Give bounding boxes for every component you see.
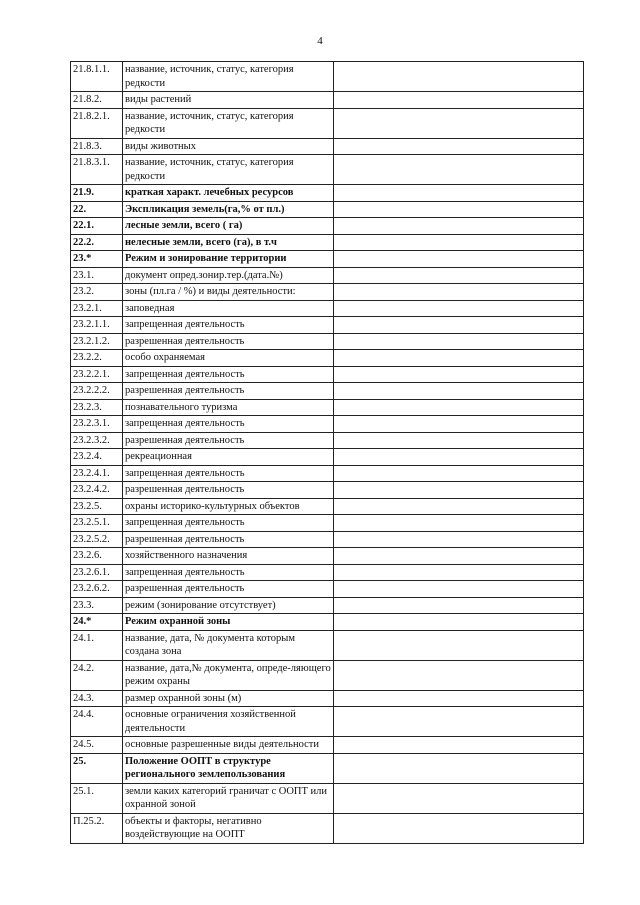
item-value-cell[interactable] — [334, 155, 584, 185]
item-value-cell[interactable] — [334, 465, 584, 482]
item-label-cell: название, источник, статус, категория редкости — [123, 155, 334, 185]
table-row — [71, 218, 584, 235]
item-label-cell: основные ограничения хозяйственной деятельности — [123, 707, 334, 737]
item-label-cell: заповедная — [123, 300, 334, 317]
item-label-cell: основные разрешенные виды деятельности — [123, 737, 334, 754]
item-value-cell[interactable] — [334, 581, 584, 598]
item-label-cell: разрешенная деятельность — [123, 531, 334, 548]
item-value-cell[interactable] — [334, 92, 584, 109]
item-number-cell: 23.2.3.1. — [71, 416, 123, 433]
table-row — [71, 597, 584, 614]
item-label-cell: разрешенная деятельность — [123, 581, 334, 598]
item-value-cell[interactable] — [334, 707, 584, 737]
table-row — [71, 465, 584, 482]
item-value-cell[interactable] — [334, 201, 584, 218]
item-number-cell: 23.2.2. — [71, 350, 123, 367]
item-number-cell: 23.2.1.1. — [71, 317, 123, 334]
table-row — [71, 498, 584, 515]
item-value-cell[interactable] — [334, 333, 584, 350]
item-label-cell: Экспликация земель(га,% от пл.) — [123, 201, 334, 218]
item-label-cell: запрещенная деятельность — [123, 366, 334, 383]
item-number-cell: 23.2.3. — [71, 399, 123, 416]
item-label-cell: режим (зонирование отсутствует) — [123, 597, 334, 614]
item-number-cell: 23.* — [71, 251, 123, 268]
item-label-cell: охраны историко-культурных объектов — [123, 498, 334, 515]
item-value-cell[interactable] — [334, 383, 584, 400]
item-label-cell: название, источник, статус, категория редкости — [123, 62, 334, 92]
item-value-cell[interactable] — [334, 564, 584, 581]
item-number-cell: 23.2.4. — [71, 449, 123, 466]
item-number-cell: 23.2.5. — [71, 498, 123, 515]
item-value-cell[interactable] — [334, 62, 584, 92]
item-label-cell: виды растений — [123, 92, 334, 109]
item-number-cell: 24.5. — [71, 737, 123, 754]
item-label-cell: запрещенная деятельность — [123, 515, 334, 532]
item-label-cell: запрещенная деятельность — [123, 564, 334, 581]
item-number-cell: П.25.2. — [71, 813, 123, 843]
table-row — [71, 432, 584, 449]
item-number-cell: 23.2.1.2. — [71, 333, 123, 350]
item-label-cell: разрешенная деятельность — [123, 383, 334, 400]
table-row — [71, 267, 584, 284]
item-value-cell[interactable] — [334, 432, 584, 449]
item-number-cell: 24.2. — [71, 660, 123, 690]
table-row — [71, 690, 584, 707]
table-row — [71, 366, 584, 383]
table-row — [71, 515, 584, 532]
item-number-cell: 25.1. — [71, 783, 123, 813]
item-label-cell: запрещенная деятельность — [123, 465, 334, 482]
item-number-cell: 24.3. — [71, 690, 123, 707]
item-label-cell: разрешенная деятельность — [123, 333, 334, 350]
item-number-cell: 22. — [71, 201, 123, 218]
table-row — [71, 783, 584, 813]
item-value-cell[interactable] — [334, 234, 584, 251]
item-value-cell[interactable] — [334, 185, 584, 202]
item-value-cell[interactable] — [334, 660, 584, 690]
item-number-cell: 23.2.6.1. — [71, 564, 123, 581]
item-label-cell: объекты и факторы, негативно воздействующие на ООПТ — [123, 813, 334, 843]
item-number-cell: 21.8.3.1. — [71, 155, 123, 185]
item-value-cell[interactable] — [334, 548, 584, 565]
item-value-cell[interactable] — [334, 630, 584, 660]
table-row — [71, 660, 584, 690]
item-value-cell[interactable] — [334, 498, 584, 515]
table-row — [71, 813, 584, 843]
table-row — [71, 737, 584, 754]
item-label-cell: Положение ООПТ в структуре регионального землепользования — [123, 753, 334, 783]
table-row — [71, 449, 584, 466]
table-row — [71, 707, 584, 737]
item-number-cell: 23.1. — [71, 267, 123, 284]
item-value-cell[interactable] — [334, 317, 584, 334]
table-row — [71, 185, 584, 202]
item-number-cell: 23.2.4.2. — [71, 482, 123, 499]
item-number-cell: 23.3. — [71, 597, 123, 614]
item-value-cell[interactable] — [334, 108, 584, 138]
item-value-cell[interactable] — [334, 690, 584, 707]
item-value-cell[interactable] — [334, 218, 584, 235]
item-value-cell[interactable] — [334, 300, 584, 317]
item-number-cell: 22.1. — [71, 218, 123, 235]
item-number-cell: 24.* — [71, 614, 123, 631]
item-value-cell[interactable] — [334, 531, 584, 548]
table-row — [71, 333, 584, 350]
table-row — [71, 155, 584, 185]
item-number-cell: 23.2.5.1. — [71, 515, 123, 532]
table-row — [71, 92, 584, 109]
item-number-cell: 23.2.3.2. — [71, 432, 123, 449]
table-row — [71, 753, 584, 783]
item-value-cell[interactable] — [334, 350, 584, 367]
item-number-cell: 21.8.2.1. — [71, 108, 123, 138]
item-value-cell[interactable] — [334, 813, 584, 843]
item-label-cell: хозяйственного назначения — [123, 548, 334, 565]
table-row — [71, 614, 584, 631]
table-row — [71, 581, 584, 598]
item-number-cell: 23.2.2.2. — [71, 383, 123, 400]
item-label-cell: рекреационная — [123, 449, 334, 466]
item-value-cell[interactable] — [334, 597, 584, 614]
item-number-cell: 23.2.1. — [71, 300, 123, 317]
item-value-cell[interactable] — [334, 449, 584, 466]
item-label-cell: лесные земли, всего ( га) — [123, 218, 334, 235]
item-number-cell: 24.1. — [71, 630, 123, 660]
item-number-cell: 21.8.3. — [71, 138, 123, 155]
item-value-cell[interactable] — [334, 416, 584, 433]
item-number-cell: 25. — [71, 753, 123, 783]
item-number-cell: 21.8.1.1. — [71, 62, 123, 92]
item-number-cell: 23.2.2.1. — [71, 366, 123, 383]
table-row — [71, 201, 584, 218]
table-row — [71, 383, 584, 400]
item-label-cell: зоны (пл.га / %) и виды деятельности: — [123, 284, 334, 301]
item-number-cell: 21.8.2. — [71, 92, 123, 109]
item-label-cell: размер охранной зоны (м) — [123, 690, 334, 707]
item-label-cell: Режим охранной зоны — [123, 614, 334, 631]
item-number-cell: 22.2. — [71, 234, 123, 251]
table-row — [71, 482, 584, 499]
item-label-cell: особо охраняемая — [123, 350, 334, 367]
table-row — [71, 251, 584, 268]
item-value-cell[interactable] — [334, 267, 584, 284]
item-value-cell[interactable] — [334, 399, 584, 416]
item-number-cell: 21.9. — [71, 185, 123, 202]
table-row — [71, 399, 584, 416]
item-label-cell: познавательного туризма — [123, 399, 334, 416]
table-row — [71, 531, 584, 548]
item-value-cell[interactable] — [334, 138, 584, 155]
item-label-cell: название, дата, № документа которым создана зона — [123, 630, 334, 660]
table-row — [71, 284, 584, 301]
item-number-cell: 23.2.6.2. — [71, 581, 123, 598]
item-label-cell: название, дата,№ документа, опреде-ляющего режим охраны — [123, 660, 334, 690]
item-number-cell: 23.2.6. — [71, 548, 123, 565]
table-row — [71, 317, 584, 334]
item-value-cell[interactable] — [334, 783, 584, 813]
item-label-cell: запрещенная деятельность — [123, 416, 334, 433]
item-label-cell: земли каких категорий граничат с ООПТ или охранной зоной — [123, 783, 334, 813]
item-number-cell: 23.2.4.1. — [71, 465, 123, 482]
item-label-cell: документ опред.зонир.тер.(дата.№) — [123, 267, 334, 284]
item-number-cell: 23.2. — [71, 284, 123, 301]
table-row — [71, 108, 584, 138]
table-body — [71, 62, 584, 844]
item-label-cell: разрешенная деятельность — [123, 432, 334, 449]
item-label-cell: Режим и зонирование территории — [123, 251, 334, 268]
item-value-cell[interactable] — [334, 753, 584, 783]
item-label-cell: название, источник, статус, категория редкости — [123, 108, 334, 138]
item-value-cell[interactable] — [334, 482, 584, 499]
item-label-cell: нелесные земли, всего (га), в т.ч — [123, 234, 334, 251]
table-row — [71, 350, 584, 367]
table-row — [71, 548, 584, 565]
item-label-cell: виды животных — [123, 138, 334, 155]
page-number: 4 — [317, 35, 323, 47]
item-label-cell: запрещенная деятельность — [123, 317, 334, 334]
table-row — [71, 416, 584, 433]
table-row — [71, 138, 584, 155]
table-row — [71, 564, 584, 581]
item-label-cell: разрешенная деятельность — [123, 482, 334, 499]
item-value-cell[interactable] — [334, 284, 584, 301]
item-value-cell[interactable] — [334, 515, 584, 532]
table-row — [71, 630, 584, 660]
item-value-cell[interactable] — [334, 614, 584, 631]
item-value-cell[interactable] — [334, 366, 584, 383]
item-value-cell[interactable] — [334, 251, 584, 268]
item-label-cell: краткая характ. лечебных ресурсов — [123, 185, 334, 202]
item-value-cell[interactable] — [334, 737, 584, 754]
item-number-cell: 23.2.5.2. — [71, 531, 123, 548]
data-table — [70, 61, 584, 844]
table-row — [71, 62, 584, 92]
table-row — [71, 300, 584, 317]
table-row — [71, 234, 584, 251]
item-number-cell: 24.4. — [71, 707, 123, 737]
